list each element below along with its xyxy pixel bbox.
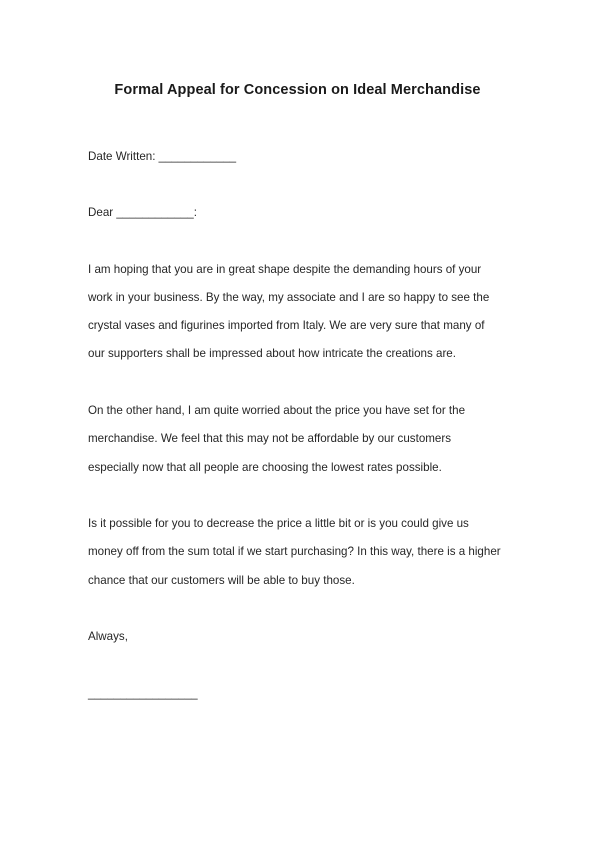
paragraph-line: Is it possible for you to decrease the price a little bit or is you could give us [88,517,469,530]
signature-line: _________________ [88,687,198,700]
paragraph-line: especially now that all people are choosing the lowest rates possible. [88,461,442,474]
salutation: Dear ____________: [88,206,197,219]
paragraph-line: I am hoping that you are in great shape despite the demanding hours of your [88,263,482,276]
paragraph-line: work in your business. By the way, my associate and I are so happy to see the [88,291,490,304]
document-title: Formal Appeal for Concession on Ideal Merchandise [114,82,481,98]
paragraph-line: crystal vases and figurines imported from Italy. We are very sure that many of [88,319,485,332]
paragraph-line: our supporters shall be impressed about how intricate the creations are. [88,347,456,360]
paragraph-line: chance that our customers will be able to buy those. [88,574,355,587]
paragraph-line: On the other hand, I am quite worried about the price you have set for the [88,404,466,417]
closing: Always, [88,630,128,643]
paragraph-line: merchandise. We feel that this may not be affordable by our customers [88,432,452,445]
paragraph-line: money off from the sum total if we start purchasing? In this way, there is a higher [88,545,501,558]
date-written-line: Date Written: ____________ [88,150,237,163]
